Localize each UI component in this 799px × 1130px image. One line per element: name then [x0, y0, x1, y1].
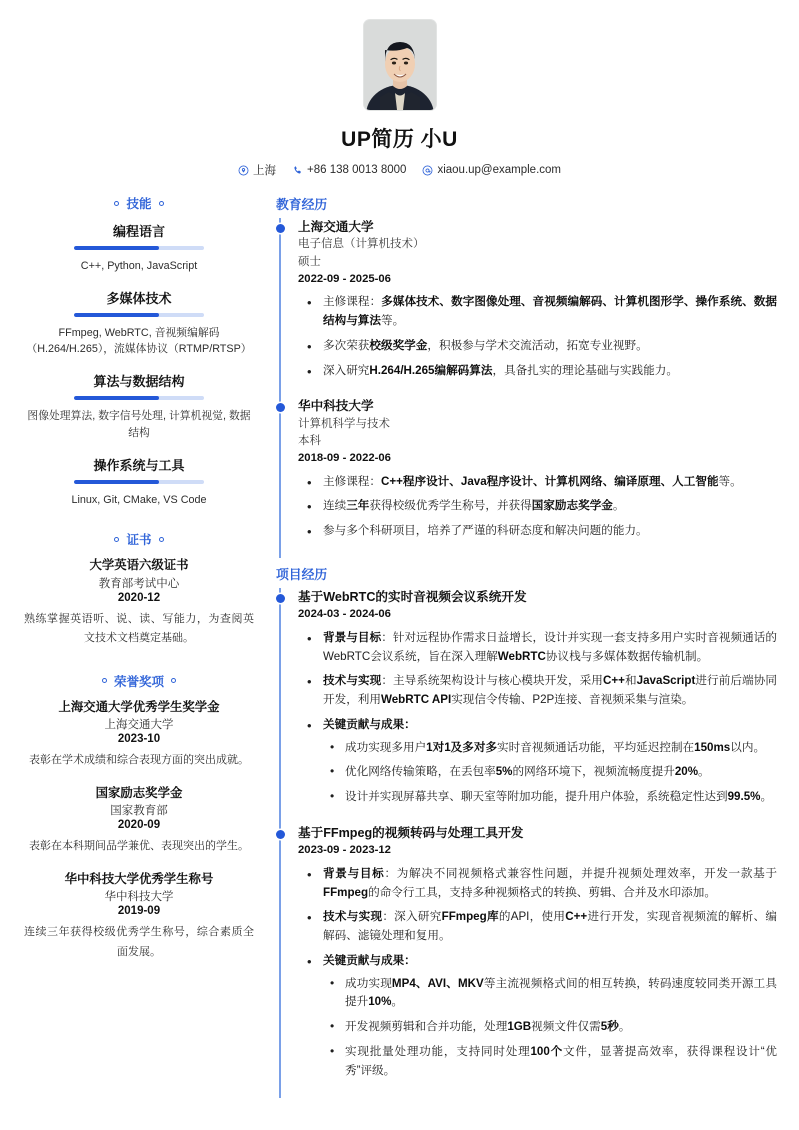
project-item — [298, 824, 777, 1098]
project-subpoint: • 成功实现多用户1对1及多对多实时音视频通话功能，平均延迟控制在150ms以内。 — [323, 739, 777, 758]
skill-level-bar — [74, 396, 204, 400]
skill-level-fill — [74, 396, 159, 400]
education-point: • 连续三年获得校级优秀学生称号，并获得国家励志奖学金。 — [298, 497, 777, 516]
contact-email-text: xiaou.up@example.com — [437, 164, 561, 176]
certificate-item-description: 熟练掌握英语听、说、读、写能力，为查阅英文技术文档奠定基础。 — [24, 613, 254, 645]
project-name: 基于FFmpeg的视频转码与处理工具开发 — [298, 825, 524, 840]
contact-phone — [292, 164, 406, 176]
email-at-icon — [422, 165, 433, 176]
certificates-list — [22, 557, 256, 648]
skills-title-text: 技能 — [126, 197, 152, 211]
education-section-title: 教育经历 — [276, 197, 328, 212]
project-points — [298, 629, 777, 807]
location-pin-icon — [238, 165, 249, 176]
projects-section-title: 项目经历 — [276, 566, 328, 582]
certificates-section — [22, 530, 256, 648]
page-title: UP简历 小U — [341, 128, 458, 151]
education-school: 上海交通大学 — [298, 220, 374, 234]
contact-phone-text: +86 138 0013 8000 — [307, 164, 407, 176]
award-item — [22, 871, 256, 962]
phone-icon — [292, 165, 303, 176]
education-point: • 参与多个科研项目，培养了严谨的科研态度和解决问题的能力。 — [298, 522, 777, 541]
project-points — [298, 865, 777, 1081]
avatar — [364, 20, 436, 110]
bullet-ring-icon — [114, 537, 119, 542]
skill-item — [22, 288, 256, 358]
education-points — [298, 473, 777, 541]
project-subpoints — [323, 975, 777, 1081]
project-point: • 关键贡献与成果： • 成功实现MP4、AVI、MKV等主流视频格式间的相互转换，转码速度较同类开源工具提升10%。 • 开发视频剪辑和合并功能，处理1GB视频文件仅需5秒。 • 实现批量处理功能，支持同时处理100个文件，显著提高效率，获得课程设计“优秀”评级。 — [298, 952, 777, 1081]
project-point: • 背景与目标：为解决不同视频格式兼容性问题，并提升视频处理效率，开发一款基于FFmpeg的命令行工具，支持多种视频格式的转换、剪辑、合并及水印添加。 — [298, 865, 777, 903]
certificates-title-text: 证书 — [126, 533, 152, 548]
project-point: • 技术与实现：主导系统架构设计与核心模块开发，采用C++和JavaScript进行前后端协同开发，利用WebRTC API实现信令传输、P2P连接、音视频采集与渲染。 — [298, 672, 777, 710]
certificate-item-date: 2020-12 — [117, 592, 161, 605]
education-date: 2018-09 - 2022-06 — [298, 452, 391, 465]
sidebar — [22, 194, 270, 976]
main-content — [270, 194, 777, 1104]
award-item-title: 上海交通大学优秀学生奖学金 — [58, 699, 220, 714]
skills-section-title — [22, 194, 256, 212]
project-subpoints — [323, 739, 777, 807]
award-item-org: 华中科技大学 — [104, 891, 174, 904]
award-item — [22, 785, 256, 857]
education-date: 2022-09 - 2025-06 — [298, 272, 391, 285]
bullet-ring-icon — [102, 678, 107, 683]
bullet-ring-icon — [114, 201, 119, 206]
awards-section-title — [22, 672, 256, 690]
education-point: • 主修课程：C++程序设计、Java程序设计、计算机网络、编译原理、人工智能等。 — [298, 473, 777, 492]
award-item-date: 2019-09 — [117, 905, 161, 918]
project-subpoint: • 开发视频剪辑和合并功能，处理1GB视频文件仅需5秒。 — [323, 1018, 777, 1037]
awards-list — [22, 699, 256, 962]
project-point: • 关键贡献与成果： • 成功实现多用户1对1及多对多实时音视频通话功能，平均延迟控制在150ms以内。 • 优化网络传输策略，在丢包率5%的网络环境下，视频流畅度提升20%。 • 设计并实现屏幕共享、聊天室等附加功能，提升用户体验，系统稳定性达到99.5%。 — [298, 716, 777, 807]
projects-section — [276, 564, 777, 1098]
contact-row — [22, 162, 777, 178]
skills-list — [22, 221, 256, 508]
skill-name: 编程语言 — [112, 224, 165, 239]
award-item — [22, 699, 256, 771]
award-item-description: 表彰在本科期间品学兼优、表现突出的学生。 — [29, 840, 249, 853]
certificate-item-title: 大学英语六级证书 — [89, 558, 189, 573]
skill-name: 操作系统与工具 — [93, 457, 185, 473]
skill-item — [22, 371, 256, 441]
projects-timeline — [276, 588, 777, 1098]
education-timeline — [276, 218, 777, 558]
bullet-ring-icon — [171, 678, 176, 683]
skill-level-bar — [74, 480, 204, 484]
bullet-ring-icon — [159, 537, 164, 542]
award-item-date: 2023-10 — [117, 733, 161, 746]
project-date: 2023-09 - 2023-12 — [298, 844, 391, 857]
awards-section — [22, 672, 256, 962]
skill-item — [22, 455, 256, 509]
project-point: • 背景与目标：针对远程协作需求日益增长，设计并实现一套支持多用户实时音视频通话的WebRTC会议系统，旨在深入理解WebRTC协议栈与多媒体数据传输机制。 — [298, 629, 777, 667]
skill-level-fill — [74, 313, 159, 317]
skill-description: 图像处理算法, 数字信号处理, 计算机视觉, 数据结构 — [27, 410, 251, 439]
contact-email — [422, 164, 561, 176]
award-item-description: 表彰在学术成绩和综合表现方面的突出成就。 — [29, 754, 249, 767]
award-item-org: 国家教育部 — [110, 805, 168, 818]
skills-section — [22, 194, 256, 508]
project-subpoint: • 优化网络传输策略，在丢包率5%的网络环境下，视频流畅度提升20%。 — [323, 763, 777, 782]
education-points — [298, 293, 777, 380]
resume-header — [22, 16, 777, 178]
awards-title-text: 荣誉奖项 — [113, 674, 164, 689]
skill-level-fill — [74, 246, 159, 250]
contact-location-text: 上海 — [253, 165, 276, 177]
award-item-org: 上海交通大学 — [104, 719, 174, 732]
skill-name: 多媒体技术 — [106, 290, 172, 306]
education-point: • 深入研究H.264/H.265编解码算法，具备扎实的理论基础与实践能力。 — [298, 362, 777, 381]
certificate-item-org: 教育部考试中心 — [98, 578, 180, 591]
skill-item — [22, 221, 256, 275]
award-item-date: 2020-09 — [117, 819, 161, 832]
certificate-item — [22, 557, 256, 648]
education-point: • 主修课程：多媒体技术、数字图像处理、音视频编解码、计算机图形学、操作系统、数据结构与算法等。 — [298, 293, 777, 331]
project-date: 2024-03 - 2024-06 — [298, 608, 391, 621]
education-item — [298, 397, 777, 558]
education-point: • 多次荣获校级奖学金，积极参与学术交流活动，拓宽专业视野。 — [298, 337, 777, 356]
skill-description: C++, Python, JavaScript — [80, 260, 198, 272]
skill-name: 算法与数据结构 — [93, 374, 185, 390]
skill-level-bar — [74, 246, 204, 250]
contact-location — [238, 162, 276, 178]
project-subpoint: • 实现批量处理功能，支持同时处理100个文件，显著提高效率，获得课程设计“优秀”评级。 — [323, 1043, 777, 1081]
project-name: 基于WebRTC的实时音视频会议系统开发 — [298, 589, 527, 604]
project-subpoint: • 成功实现MP4、AVI、MKV等主流视频格式间的相互转换，转码速度较同类开源工具提升10%。 — [323, 975, 777, 1013]
award-item-title: 华中科技大学优秀学生称号 — [64, 871, 214, 886]
project-point: • 技术与实现：深入研究FFmpeg库的API，使用C++进行开发，实现音视频流的解析、编解码、滤镜处理和复用。 — [298, 908, 777, 946]
certificates-section-title — [22, 530, 256, 548]
skill-level-fill — [74, 480, 159, 484]
award-item-title: 国家励志奖学金 — [95, 785, 183, 800]
education-major: 计算机科学与技术 — [298, 417, 390, 430]
education-degree: 硕士 — [298, 255, 321, 268]
bullet-ring-icon — [159, 201, 164, 206]
skill-description: FFmpeg, WebRTC, 音视频编解码（H.264/H.265），流媒体协议（RTMP/RTSP） — [26, 326, 252, 356]
project-subpoint: • 设计并实现屏幕共享、聊天室等附加功能，提升用户体验，系统稳定性达到99.5%。 — [323, 788, 777, 807]
award-item-description: 连续三年获得校级优秀学生称号，综合素质全面发展。 — [24, 926, 254, 958]
education-major: 电子信息（计算机技术） — [298, 238, 425, 251]
resume-body — [22, 194, 777, 1104]
education-section — [276, 194, 777, 558]
skill-level-bar — [74, 313, 204, 317]
education-school: 华中科技大学 — [298, 399, 374, 414]
skill-description: Linux, Git, CMake, VS Code — [71, 493, 207, 506]
project-item — [298, 588, 777, 824]
education-degree: 本科 — [298, 434, 321, 447]
education-item — [298, 218, 777, 397]
